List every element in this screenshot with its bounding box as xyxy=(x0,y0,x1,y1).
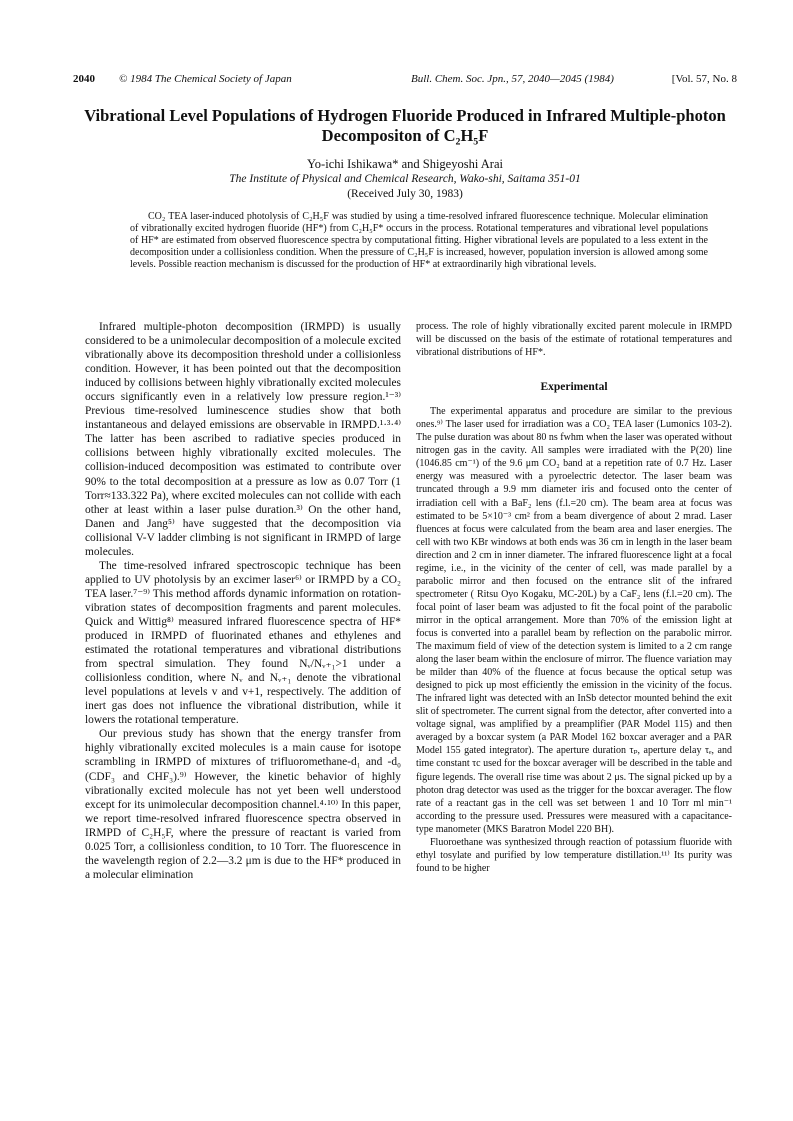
page-number: 2040 xyxy=(73,73,95,85)
article-authors: Yo-ichi Ishikawa* and Shigeyoshi Arai xyxy=(307,157,503,171)
paragraph: Infrared multiple-photon decomposition (IRMPD) is usually considered to be a unimolecular decomposition of a molecule excited vibrationally above its decomposition threshold under a collisionless condition. However, it has been pointed out that the decomposition induced by collisions between highly vibrationally excited molecules occurs significantly even in a relatively low pressure region.¹⁻³⁾ Previous time-resolved luminescence studies show that both instantaneous and delayed emissions are observable in IRMPD.¹·³·⁴⁾ The latter has been ascribed to radiative species produced in collisions between highly vibrationally excited molecules. The collision-induced decomposition was estimated to contribute over 90% to the total decomposition at a pressure as low as 0.07 Torr (1 Torr≈133.322 Pa), where excited molecules can not collide with each other at least within a laser pulse duration.³⁾ On the other hand, Danen and Jang⁵⁾ have suggested that the decomposition via collisional V-V ladder climbing is not significant in IRMPD of large molecules. xyxy=(85,321,401,558)
abstract: CO₂ TEA laser-induced photolysis of C₂H₅F was studied by using a time-resolved infrared fluorescence technique. Molecular elimination of vibrationally excited hydrogen fluoride (HF*) from C₂H₅F* occurs in the process. Rotational temperatures and vibrational level populations of HF* are estimated from observed fluorescence spectra by computational fitting. Higher vibrational levels are populated to a less extent in the decomposition under a collisionless condition. When the pressure of C₂H₅F is increased, however, population inversion is allowed among some levels. Possible reaction mechanism is discussed for the production of HF* at extraordinarily high vibrational levels. xyxy=(130,211,708,271)
paragraph: The experimental apparatus and procedure are similar to the previous ones.⁹⁾ The laser used for irradiation was a CO₂ TEA laser (Lumonics 103-2). The pulse duration was about 80 ns fwhm when the laser was operated without nitrogen gas in the cavity. All samples were irradiated with the P(20) line (1046.85 cm⁻¹) of the 9.6 μm CO₂ band at a repetition rate of 0.7 Hz. Laser energy was measured with a pyroelectric detector. The laser beam was truncated through a 9.9 mm diameter iris and focused onto the center of irradiation cell with a BaF₂ lens (f.l.=20 cm). The beam area at focus was estimated to be 5×10⁻³ cm² from a beam divergence of about 2 mrad. Laser fluences at focus were calculated from the beam area and laser energies. The cell with two KBr windows at both ends was 36 cm in length in the laser beam direction and 2 cm in inner diameter. The infrared fluorescence light at a focal regime, i.e., in the vicinity of the center of cell, was made parallel by a parabolic mirror and then focused on the entrance slit of the infrared spectrometer ( Ritsu Oyo Kogaku, MC-20L) by a CaF₂ lens (f.l.=20 cm). The focal point of laser beam was adjusted to fit the focal point of the parabolic mirror in the optical arrangement. More than 70% of the emission light at focus is converted into a parallel beam by reflection on the parabolic mirror. The maximum field of view of the detection system is limited to a 2 cm range along the laser beam within the enclosure of mirror. The fluence variation may be milder than 40% of the fluence at focus because the optical setup was designed to pick up most efficiently the emission in the vicinity of the focus. The infrared light was detected with an InSb detector mounted behind the exit slit of spectrometer. The current signal from the detector, after converted into a voltage signal, was amplified by a preamplifier (PAR Model 115) and then averaged by a boxcar system (a PAR Model 162 boxcar averager and a PAR Model 155 gated integrator). The aperture duration τₚ, aperture delay τₑ, and time constant τc used for the boxcar averager will be described in the table and figure legends. The overall rise time was about 2 μs. The signal picked up by a photon drag detector was used as the trigger for the boxcar averager. The flow rate of a reactant gas in the cell was set between 1 and 10 Torr ml min⁻¹ according to the pressure used. Pressures were measured with a capacitance-type manometer (MKS Baratron Model 220 BH). xyxy=(416,406,732,835)
paragraph-continued: process. The role of highly vibrationally excited parent molecule in IRMPD will be discussed on the basis of the estimate of rotational temperatures and vibrational distributions of HF*. xyxy=(416,321,732,359)
section-heading-experimental: Experimental xyxy=(540,381,608,394)
running-header xyxy=(73,73,737,89)
paragraph: The time-resolved infrared spectroscopic technique has been applied to UV photolysis by an excimer laser⁶⁾ or IRMPD by a CO₂ TEA laser.⁷⁻⁹⁾ This method affords dynamic information on rotation-vibration states of decomposition fragments and parent molecules. Quick and Wittig⁸⁾ measured infrared fluorescence spectra of HF* produced in IRMPD of fluorinated ethanes and ethylenes and estimated the rotational temperatures and vibrational distributions from spectral simulation. They found Nᵥ/Nᵥ₊₁>1 under a collisionless condition, where Nᵥ and Nᵥ₊₁ denote the vibrational level populations at levels v and v+1, respectively. The addition of inert gas does not influence the vibrational distribution, while it lowers the rotational temperature. xyxy=(85,559,401,727)
journal-citation: Bull. Chem. Soc. Jpn., 57, 2040—2045 (1984) xyxy=(411,73,614,85)
volume-number: [Vol. 57, No. 8 xyxy=(671,73,737,85)
left-column xyxy=(85,320,401,882)
paragraph: Fluoroethane was synthesized through reaction of potassium fluoride with ethyl tosylate and purified by low temperature distillation.¹¹⁾ Its purity was found to be higher xyxy=(416,836,732,874)
copyright-notice: © 1984 The Chemical Society of Japan xyxy=(119,73,292,85)
paragraph: Our previous study has shown that the energy transfer from highly vibrationally excited molecules is a main cause for isotope scrambling in IRMPD of mixtures of trifluoromethane-d₁ and -d₀ (CDF₃ and CHF₃).⁹⁾ However, the kinetic behavior of highly vibrationally excited molecule has not yet been well understood except for its unimolecular decomposition channel.⁴·¹⁰⁾ In this paper, we report time-resolved infrared fluorescence spectra observed in IRMPD of C₂H₅F, where the pressure of reactant is varied from 0.025 Torr, a collisionless condition, to 10 Torr. The fluorescence in the wavelength region of 2.2—3.2 μm is due to the HF* produced in a molecular elimination xyxy=(85,728,401,881)
author-affiliation: The Institute of Physical and Chemical Research, Wako-shi, Saitama 351-01 xyxy=(229,173,581,185)
received-date: (Received July 30, 1983) xyxy=(347,188,463,200)
article-title: Vibrational Level Populations of Hydrogen Fluoride Produced in Infrared Multiple-photon Decompositon of C₂H₅F xyxy=(84,106,726,145)
right-column xyxy=(416,320,732,875)
